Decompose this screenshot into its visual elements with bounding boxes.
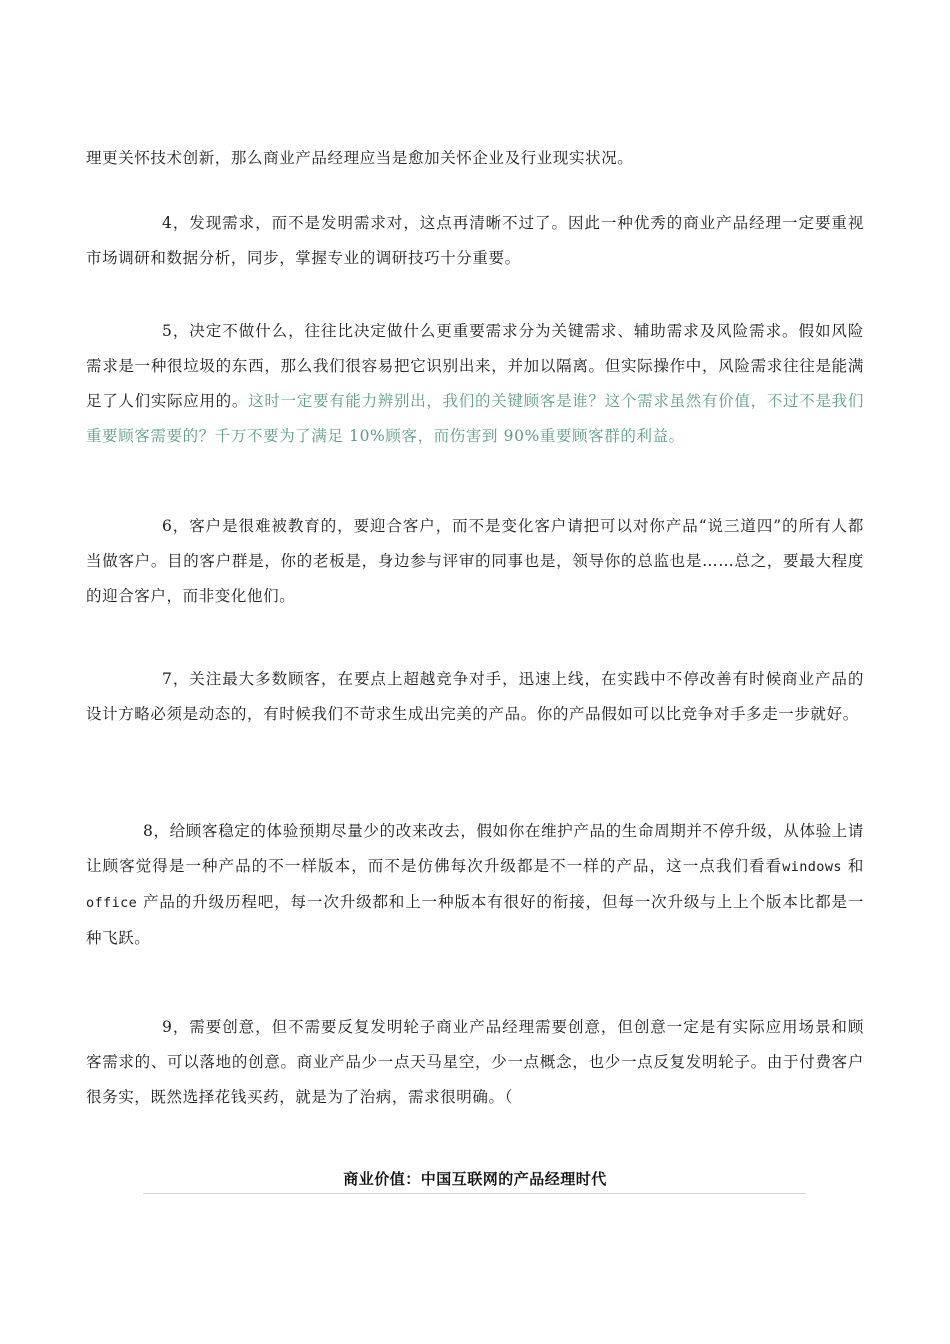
paragraph-7: 7，关注最大多数顾客，在要点上超越竞争对手，迅速上线，在实践中不停改善有时候商业产品的设计方略必须是动态的，有时候我们不苛求生成出完美的产品。你的产品假如可以比竞争对手多走一步就好。 (86, 670, 864, 723)
paragraph-8-windows: windows (782, 859, 842, 875)
footer-divider (143, 1193, 806, 1194)
paragraph-4: 4，发现需求，而不是发明需求对，这点再清晰不过了。因此一种优秀的商业产品经理一定要重视市场调研和数据分析，同步，掌握专业的调研技巧十分重要。 (86, 214, 864, 267)
paragraph-8-office: office (86, 895, 138, 911)
paragraph-8-text-a: 8，给顾客稳定的体验预期尽量少的改来改去，假如你在维护产品的生命周期并不停升级，从体验上请让顾客觉得是一种产品的不一样版本，而不是仿佛每次升级都是不一样的产品，这一点我们看看 (86, 822, 864, 875)
paragraph-5-highlight: 这时一定要有能力辨别出，我们的关键顾客是谁？这个需求虽然有价值，不过不是我们重要顾客需要的？千万不要为了满足 10%顾客，而伤害到 90%重要顾客群的利益。 (86, 392, 864, 445)
footer-title: 商业价值：中国互联网的产品经理时代 (343, 1170, 607, 1188)
paragraph-5-text: 5，决定不做什么，往往比决定做什么更重要需求分为关键需求、辅助需求及风险需求。假如风险需求是一种很垃圾的东西，那么我们很容易把它识别出来，并加以隔离。但实际操作中，风险需求往往是能满足了人们实际应用的。 (86, 322, 864, 410)
paragraph-9: 9，需要创意，但不需要反复发明轮子商业产品经理需要创意，但创意一定是有实际应用场景和顾客需求的、可以落地的创意。商业产品少一点天马星空，少一点概念，也少一点反复发明轮子。由于付费客户很务实，既然选择花钱买药，就是为了治病，需求很明确。（ (86, 1018, 864, 1106)
paragraph-continuation: 理更关怀技术创新，那么商业产品经理应当是愈加关怀企业及行业现实状况。 (86, 149, 634, 167)
paragraph-5 (86, 314, 864, 454)
paragraph-8-and: 和 (841, 857, 864, 875)
paragraph-6: 6，客户是很难被教育的，要迎合客户，而不是变化客户请把可以对你产品“说三道四”的所有人都当做客户。目的客户群是，你的老板是，身边参与评审的同事也是，领导你的总监也是……总之，要最大程度的迎合客户，而非变化他们。 (86, 517, 864, 605)
paragraph-8-text-b: 产品的升级历程吧，每一次升级都和上一种版本有很好的衔接，但每一次升级与上上个版本比都是一种飞跃。 (86, 893, 864, 947)
paragraph-8 (86, 814, 864, 956)
